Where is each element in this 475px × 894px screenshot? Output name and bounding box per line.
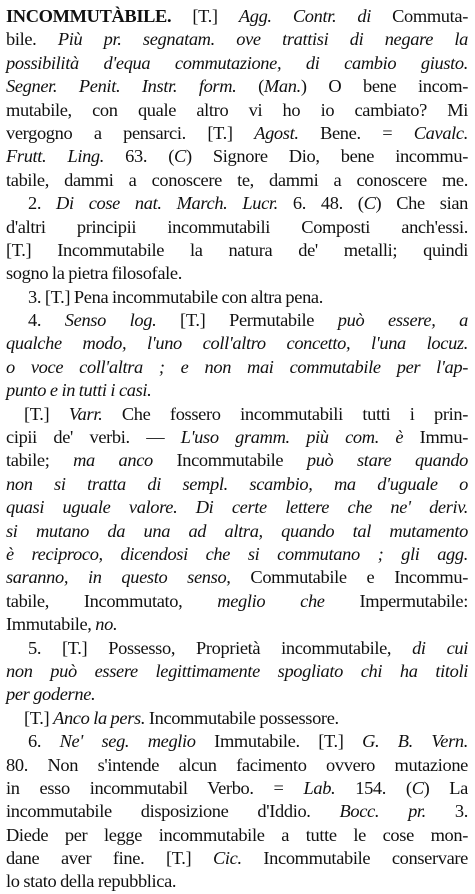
- text-line: è reciproco, dicendosi che si commutano ; gli agg.: [6, 543, 468, 564]
- text-line: mutabile, con quale altro vi ho io cambiato? Mi: [6, 99, 468, 120]
- text-line: [T.] Incommutabile la natura de' metalli; quindi: [6, 239, 468, 260]
- text-line: 4. Senso log. [T.] Permutabile può essere, a: [28, 310, 468, 331]
- text-line: punto e in tutti i casi.: [6, 380, 152, 401]
- text-line: 3. [T.] Pena incommutabile con altra pena.: [28, 286, 323, 307]
- text-line: 80. Non s'intende alcun facimento ovvero mutazione: [6, 754, 468, 775]
- text-line: o voce coll'altra ; e non mai commutabile per l'ap-: [6, 356, 468, 377]
- text-line: 2. Di cose nat. March. Lucr. 6. 48. (C) Che sian: [28, 193, 468, 214]
- dictionary-entry: [6, 5, 468, 894]
- text-line: incommutabile disposizione d'Iddio. Bocc. pr. 3.: [6, 801, 468, 822]
- text-line: d'altri principii incommutabili Composti anch'essi.: [6, 216, 468, 237]
- text-line: per goderne.: [6, 684, 96, 705]
- text-line: 5. [T.] Possesso, Proprietà incommutabile, di cui: [28, 637, 468, 658]
- text-line: lo stato della repubblica.: [6, 871, 177, 892]
- text-line: vergogno a pensarci. [T.] Agost. Bene. = Cavalc.: [6, 122, 468, 143]
- text-line: quasi uguale valore. Di certe lettere che ne' deriv.: [6, 497, 468, 518]
- text-line: cipii de' verbi. — L'uso gramm. più com. è Immu-: [6, 427, 468, 448]
- text-line: 6. Ne' seg. meglio Immutabile. [T.] G. B. Vern.: [28, 731, 468, 752]
- text-line: saranno, in questo senso, Commutabile e Incommu-: [6, 567, 468, 588]
- text-line: possibilità d'equa commutazione, di cambio giusto.: [6, 52, 468, 73]
- text-line: bile. Più pr. segnatam. ove trattisi di negare la: [6, 29, 468, 50]
- text-line: INCOMMUTÀBILE. [T.] Agg. Contr. di Commuta-: [6, 6, 468, 26]
- text-line: tabile, dammi a conoscere te, dammi a conoscere me.: [6, 169, 468, 190]
- text-line: non può essere legittimamente spogliato chi ha titoli: [6, 660, 468, 681]
- text-line: [T.] Anco la pers. Incommutabile possessore.: [24, 707, 339, 728]
- text-line: qualche modo, l'uno coll'altro concetto, l'una locuz.: [6, 333, 468, 354]
- text-line: tabile; ma anco Incommutabile può stare quando: [6, 450, 469, 471]
- text-line: tabile, Incommutato, meglio che Impermutabile:: [6, 590, 469, 611]
- text-line: sogno la pietra filosofale.: [6, 263, 182, 284]
- text-line: in esso incommutabil Verbo. = Lab. 154. (C) La: [6, 777, 468, 798]
- text-line: non si tratta di sempl. scambio, ma d'uguale o: [6, 473, 468, 494]
- text-line: Frutt. Ling. 63. (C) Signore Dio, bene incommu-: [6, 146, 468, 167]
- text-line: Segner. Penit. Instr. form. (Man.) O bene incom-: [6, 76, 468, 97]
- text-line: Immutabile, no.: [6, 614, 118, 635]
- text-line: Diede per legge incommutabile a tutte le cose mon-: [6, 824, 468, 845]
- text-line: dane aver fine. [T.] Cic. Incommutabile conservare: [6, 848, 468, 869]
- text-line: si mutano da una ad altra, quando tal mutamento: [6, 520, 468, 541]
- text-line: [T.] Varr. Che fossero incommutabili tutti i prin-: [24, 403, 468, 424]
